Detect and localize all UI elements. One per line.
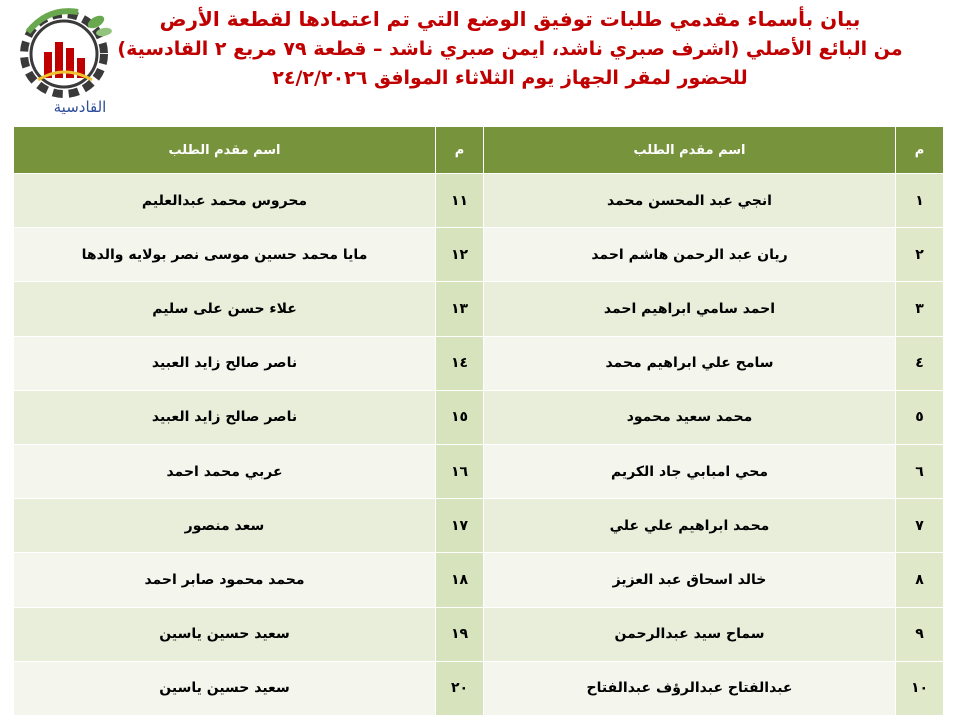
table-row — [14, 607, 944, 661]
row-number-cell: ٣ — [896, 282, 944, 336]
table-row — [14, 336, 944, 390]
row-number-cell: ١٧ — [436, 499, 484, 553]
row-number-cell: ٩ — [896, 607, 944, 661]
row-number-cell: ١٣ — [436, 282, 484, 336]
applicant-name-cell: ريان عبد الرحمن هاشم احمد — [484, 228, 896, 282]
row-number-cell: ١٨ — [436, 553, 484, 607]
applicant-name-cell: سماح سيد عبدالرحمن — [484, 607, 896, 661]
column-header-name: اسم مقدم الطلب — [14, 127, 436, 174]
table-row — [14, 390, 944, 444]
applicant-name-cell: محروس محمد عبدالعليم — [14, 174, 436, 228]
applicant-name-cell: محمد سعيد محمود — [484, 390, 896, 444]
row-number-cell: ٤ — [896, 336, 944, 390]
applicant-name-cell: محمد محمود صابر احمد — [14, 553, 436, 607]
row-number-cell: ١٢ — [436, 228, 484, 282]
table-row — [14, 444, 944, 498]
table-row — [14, 553, 944, 607]
column-header-number: م — [896, 127, 944, 174]
row-number-cell: ١٥ — [436, 390, 484, 444]
table-row — [14, 282, 944, 336]
table-row — [14, 661, 944, 715]
row-number-cell: ٧ — [896, 499, 944, 553]
applicant-name-cell: عبدالفتاح عبدالرؤف عبدالفتاح — [484, 661, 896, 715]
row-number-cell: ٨ — [896, 553, 944, 607]
row-number-cell: ٢٠ — [436, 661, 484, 715]
applicant-name-cell: علاء حسن على سليم — [14, 282, 436, 336]
table-row — [14, 174, 944, 228]
row-number-cell: ١١ — [436, 174, 484, 228]
title-line-2: من البائع الأصلي (اشرف صبري ناشد، ايمن صبري ناشد – قطعة ٧٩ مربع ٢ القادسية) — [117, 38, 903, 60]
logo-caption: القادسية — [53, 98, 107, 116]
row-number-cell: ٦ — [896, 444, 944, 498]
column-header-number: م — [436, 127, 484, 174]
applicant-name-cell: خالد اسحاق عبد العزيز — [484, 553, 896, 607]
applicant-name-cell: محي امبابي جاد الكريم — [484, 444, 896, 498]
row-number-cell: ١٦ — [436, 444, 484, 498]
applicant-name-cell: ناصر صالح زايد العبيد — [14, 390, 436, 444]
city-logo — [8, 2, 120, 120]
applicant-name-cell: عربي محمد احمد — [14, 444, 436, 498]
table-row — [14, 228, 944, 282]
applicant-name-cell: سعيد حسين ياسين — [14, 607, 436, 661]
row-number-cell: ٢ — [896, 228, 944, 282]
row-number-cell: ٥ — [896, 390, 944, 444]
applicant-name-cell: انجي عبد المحسن محمد — [484, 174, 896, 228]
document-header — [110, 4, 910, 92]
applicant-name-cell: سامح علي ابراهيم محمد — [484, 336, 896, 390]
applicant-name-cell: سعد منصور — [14, 499, 436, 553]
column-header-name: اسم مقدم الطلب — [484, 127, 896, 174]
applicant-name-cell: مايا محمد حسين موسى نصر بولايه والدها — [14, 228, 436, 282]
title-line-3: للحضور لمقر الجهاز يوم الثلاثاء الموافق ٢٤/٢/٢٠٢٦ — [272, 67, 748, 89]
applicant-name-cell: محمد ابراهيم علي علي — [484, 499, 896, 553]
title-line-1: بيان بأسماء مقدمي طلبات توفيق الوضع التي تم اعتمادها لقطعة الأرض — [159, 7, 861, 31]
table-header-row — [14, 127, 944, 174]
applicants-table — [13, 126, 944, 716]
applicant-name-cell: سعيد حسين ياسين — [14, 661, 436, 715]
row-number-cell: ١٤ — [436, 336, 484, 390]
gear-logo-icon — [8, 2, 120, 102]
applicant-name-cell: ناصر صالح زايد العبيد — [14, 336, 436, 390]
row-number-cell: ١ — [896, 174, 944, 228]
table-row — [14, 499, 944, 553]
applicant-name-cell: احمد سامي ابراهيم احمد — [484, 282, 896, 336]
row-number-cell: ١٩ — [436, 607, 484, 661]
row-number-cell: ١٠ — [896, 661, 944, 715]
